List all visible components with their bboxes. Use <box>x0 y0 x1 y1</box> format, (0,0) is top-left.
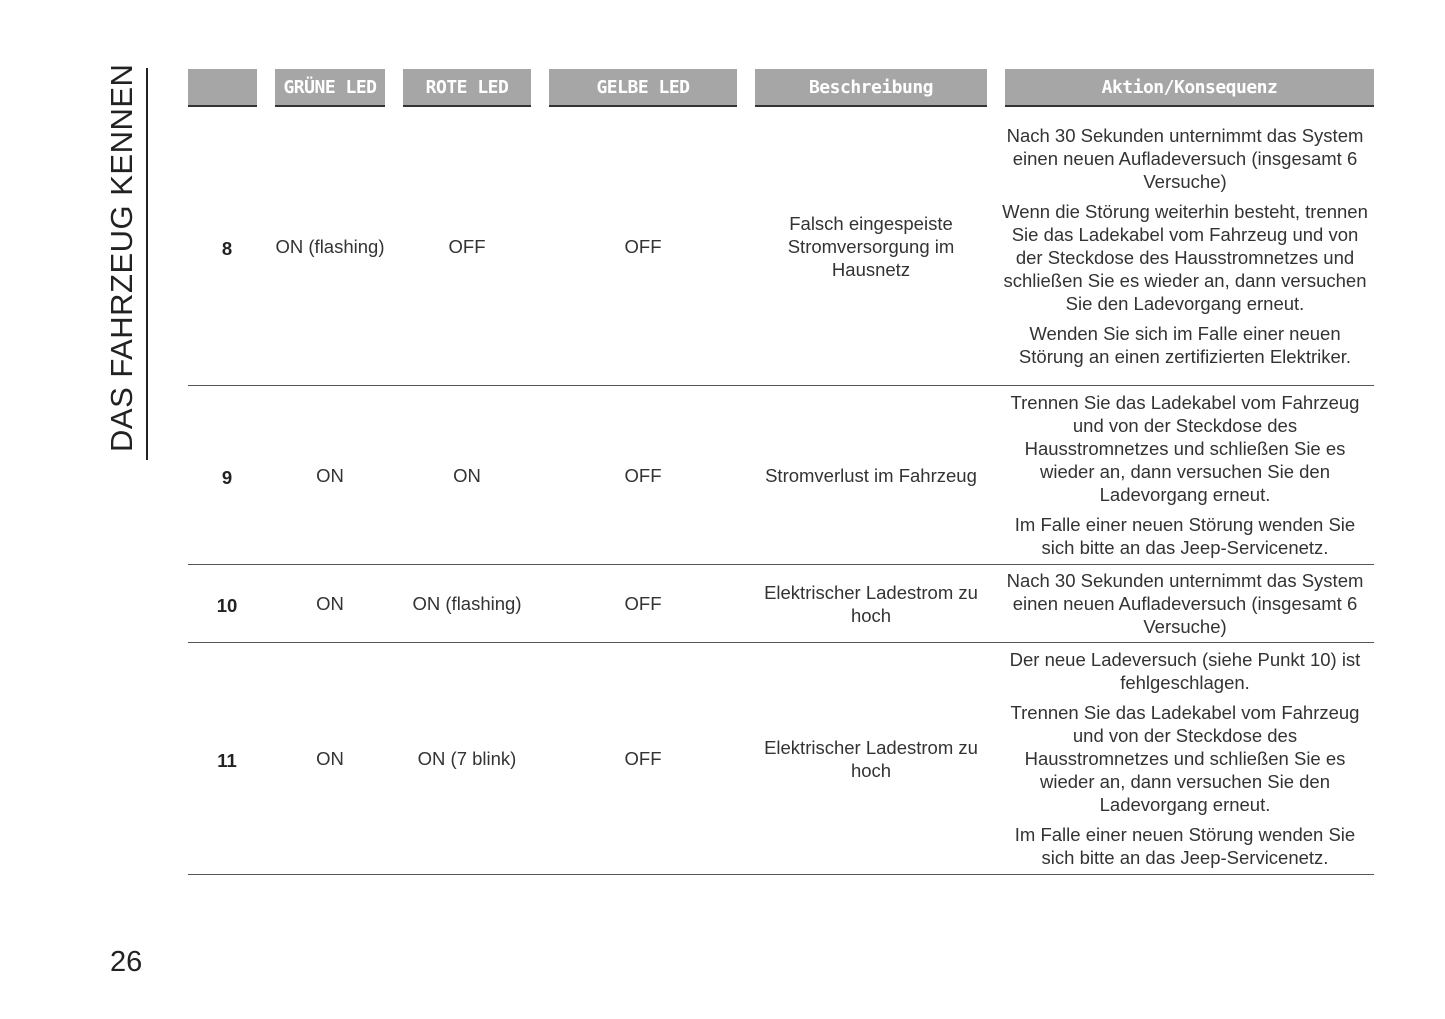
action-text: Nach 30 Sekunden unternimmt das System einen neuen Aufladeversuch (insgesamt 6 Versuche) <box>1006 125 1364 192</box>
header-green-led: GRÜNE LED <box>266 69 394 106</box>
red-led-state: ON <box>394 386 540 565</box>
page-number: 26 <box>110 946 143 978</box>
header-action: Aktion/Konsequenz <box>996 69 1374 106</box>
description-cell: Stromverlust im Fahrzeug <box>746 386 996 565</box>
table-header-row <box>188 69 1374 106</box>
header-description: Beschreibung <box>746 69 996 106</box>
table-row <box>188 565 1374 643</box>
action-text: Wenden Sie sich im Falle einer neuen Störung an einen zertifizierten Elektriker. <box>1018 323 1352 367</box>
description-cell: Falsch eingespeiste Stromversorgung im Hausnetz <box>746 106 996 386</box>
table-row <box>188 643 1374 875</box>
section-title-text: DAS FAHRZEUG KENNEN <box>104 63 139 452</box>
header-red-led: ROTE LED <box>394 69 540 106</box>
action-text: Der neue Ladeversuch (siehe Punkt 10) ist fehlgeschlagen. <box>1009 649 1361 693</box>
row-number: 8 <box>188 106 266 386</box>
row-number: 11 <box>188 643 266 875</box>
action-text: Nach 30 Sekunden unternimmt das System einen neuen Aufladeversuch (insgesamt 6 Versuche) <box>1006 570 1364 637</box>
red-led-state: ON (7 blink) <box>394 643 540 875</box>
section-title <box>104 63 148 460</box>
red-led-state: OFF <box>394 106 540 386</box>
yellow-led-state: OFF <box>540 643 746 875</box>
action-text: Wenn die Störung weiterhin besteht, trennen Sie das Ladekabel vom Fahrzeug und von der Steckdose des Hausstromnetzes und schließen Sie es wieder an, dann versuchen Sie den Ladevorgang erneut. <box>1002 201 1368 314</box>
action-text: Trennen Sie das Ladekabel vom Fahrzeug und von der Steckdose des Hausstromnetzes und schließen Sie es wieder an, dann versuchen Sie den Ladevorgang erneut. <box>1010 392 1360 505</box>
table-row <box>188 386 1374 565</box>
row-number: 9 <box>188 386 266 565</box>
red-led-state: ON (flashing) <box>394 565 540 643</box>
action-cell <box>996 643 1374 875</box>
action-cell <box>996 565 1374 643</box>
green-led-state: ON <box>266 565 394 643</box>
action-text: Trennen Sie das Ladekabel vom Fahrzeug und von der Steckdose des Hausstromnetzes und schließen Sie es wieder an, dann versuchen Sie den Ladevorgang erneut. <box>1010 702 1360 815</box>
green-led-state: ON <box>266 386 394 565</box>
green-led-state: ON <box>266 643 394 875</box>
action-text: Im Falle einer neuen Störung wenden Sie sich bitte an das Jeep-Servicenetz. <box>1014 514 1356 558</box>
table-row <box>188 106 1374 386</box>
row-number: 10 <box>188 565 266 643</box>
header-number <box>188 69 266 106</box>
action-text: Im Falle einer neuen Störung wenden Sie sich bitte an das Jeep-Servicenetz. <box>1014 824 1356 868</box>
description-cell: Elektrischer Ladestrom zu hoch <box>746 565 996 643</box>
led-status-table <box>188 69 1374 875</box>
action-cell <box>996 106 1374 386</box>
header-yellow-led: GELBE LED <box>540 69 746 106</box>
yellow-led-state: OFF <box>540 386 746 565</box>
description-cell: Elektrischer Ladestrom zu hoch <box>746 643 996 875</box>
green-led-state: ON (flashing) <box>266 106 394 386</box>
action-cell <box>996 386 1374 565</box>
yellow-led-state: OFF <box>540 565 746 643</box>
yellow-led-state: OFF <box>540 106 746 386</box>
